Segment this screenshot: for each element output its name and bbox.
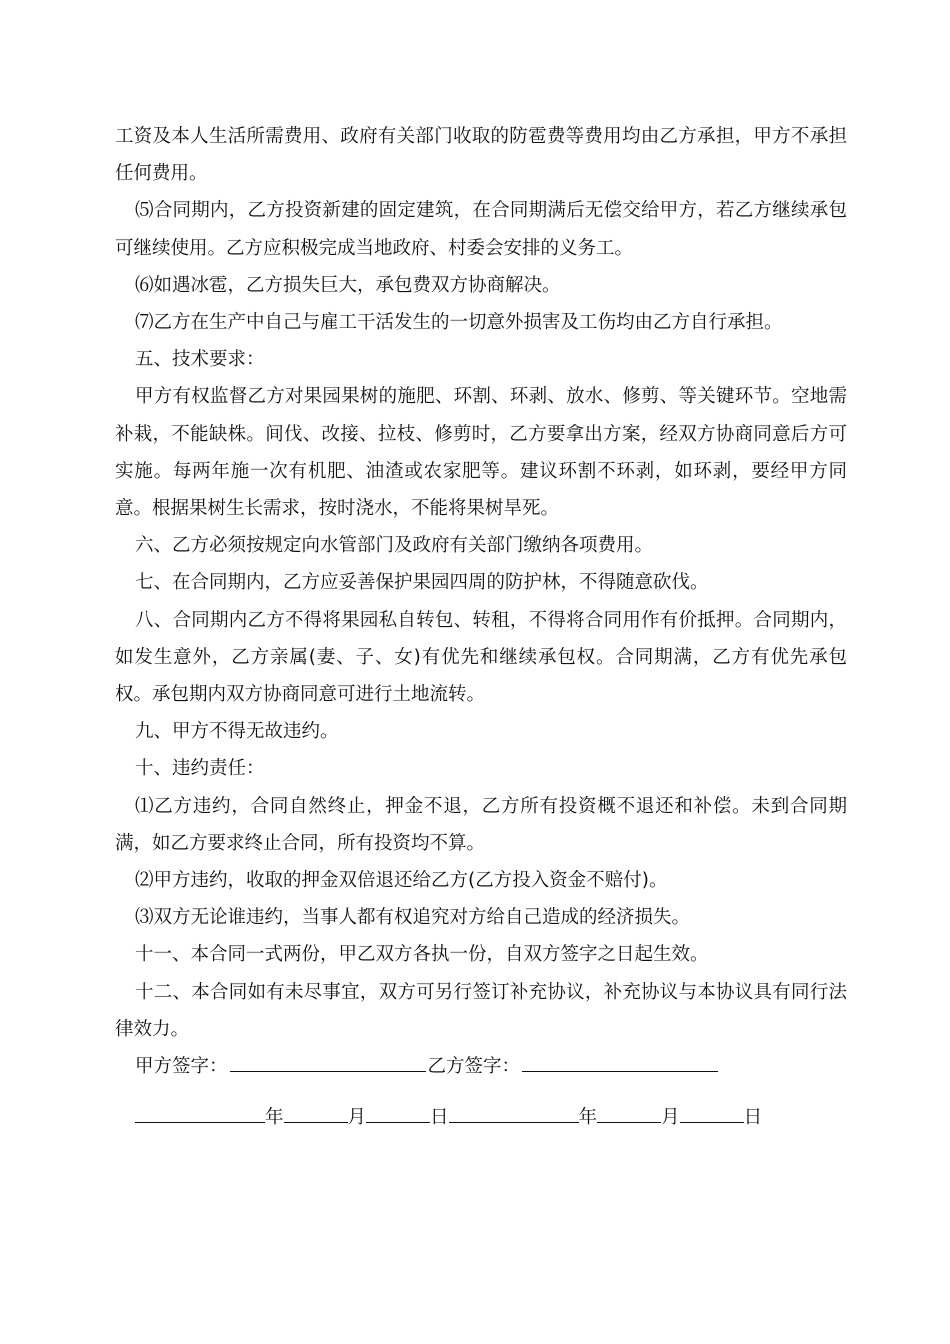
paragraph-expenses-continued: 工资及本人生活所需费用、政府有关部门收取的防雹费等费用均由乙方承担，甲方不承担任何费用。 xyxy=(115,126,847,185)
signature-row xyxy=(115,1048,847,1085)
section-12-supplementary: 十二、本合同如有未尽事宜，双方可另行签订补充协议，补充协议与本协议具有同行法律效力。 xyxy=(115,981,847,1040)
party-a-signature-line[interactable] xyxy=(230,1051,426,1072)
clause-item-5: ⑸合同期内，乙方投资新建的固定建筑，在合同期满后无偿交给甲方，若乙方继续承包可继续使用。乙方应积极完成当地政府、村委会安排的义务工。 xyxy=(115,200,847,259)
section-body-technical-requirements: 甲方有权监督乙方对果园果树的施肥、环割、环剥、放水、修剪、等关键环节。空地需补栽，不能缺株。间伐、改接、拉枝、修剪时，乙方要拿出方案，经双方协商同意后方可实施。每两年施一次有机肥、油渣或农家肥等。建议环割不环剥，如环剥，要经甲方同意。根据果树生长需求，按时浇水，不能将果树旱死。 xyxy=(115,386,847,520)
party-a-year-label: 年 xyxy=(265,1107,284,1129)
party-b-day-line[interactable] xyxy=(680,1102,744,1123)
party-a-signature-label: 甲方签字： xyxy=(135,1056,228,1078)
party-a-month-line[interactable] xyxy=(284,1102,348,1123)
party-b-year-label: 年 xyxy=(578,1107,598,1129)
clause-item-7: ⑺乙方在生产中自己与雇工干活发生的一切意外损害及工伤均由乙方自行承担。 xyxy=(135,312,783,334)
section-heading-breach-liability: 十、违约责任： xyxy=(135,758,265,780)
party-a-year-line[interactable] xyxy=(135,1102,265,1123)
clause-item-6: ⑹如遇冰雹，乙方损失巨大，承包费双方协商解决。 xyxy=(135,274,561,296)
section-7-protection-forest: 七、在合同期内，乙方应妥善保护果园四周的防护林，不得随意砍伐。 xyxy=(135,572,709,594)
section-6-fees: 六、乙方必须按规定向水管部门及政府有关部门缴纳各项费用。 xyxy=(135,535,654,557)
section-9-no-breach: 九、甲方不得无故违约。 xyxy=(135,721,339,743)
date-row xyxy=(115,1099,847,1136)
party-b-month-label: 月 xyxy=(661,1107,680,1129)
breach-item-3: ⑶双方无论谁违约，当事人都有权追究对方给自己造成的经济损失。 xyxy=(135,907,691,929)
breach-item-1: ⑴乙方违约，合同自然终止，押金不退，乙方所有投资概不退还和补偿。未到合同期满，如乙方要求终止合同，所有投资均不算。 xyxy=(115,795,847,854)
party-a-day-label: 日 xyxy=(430,1107,449,1129)
party-b-signature-line[interactable] xyxy=(522,1051,718,1072)
party-b-signature-label: 乙方签字： xyxy=(427,1056,521,1078)
section-11-copies: 十一、本合同一式两份，甲乙双方各执一份，自双方签字之日起生效。 xyxy=(135,944,709,966)
section-heading-technical-requirements: 五、技术要求： xyxy=(135,349,265,371)
party-a-day-line[interactable] xyxy=(366,1102,430,1123)
party-b-day-label: 日 xyxy=(743,1107,763,1129)
party-b-month-line[interactable] xyxy=(597,1102,661,1123)
breach-item-2: ⑵甲方违约，收取的押金双倍退还给乙方(乙方投入资金不赔付)。 xyxy=(135,870,668,892)
signature-spacer xyxy=(115,1085,847,1099)
party-b-year-line[interactable] xyxy=(449,1102,579,1123)
party-a-month-label: 月 xyxy=(347,1107,367,1129)
contract-body xyxy=(115,118,847,1136)
section-8-subcontract-rules: 八、合同期内乙方不得将果园私自转包、转租，不得将合同用作有价抵押。合同期内，如发生意外，乙方亲属(妻、子、女)有优先和继续承包权。合同期满，乙方有优先承包权。承包期内双方协商同意可进行土地流转。 xyxy=(115,609,847,706)
